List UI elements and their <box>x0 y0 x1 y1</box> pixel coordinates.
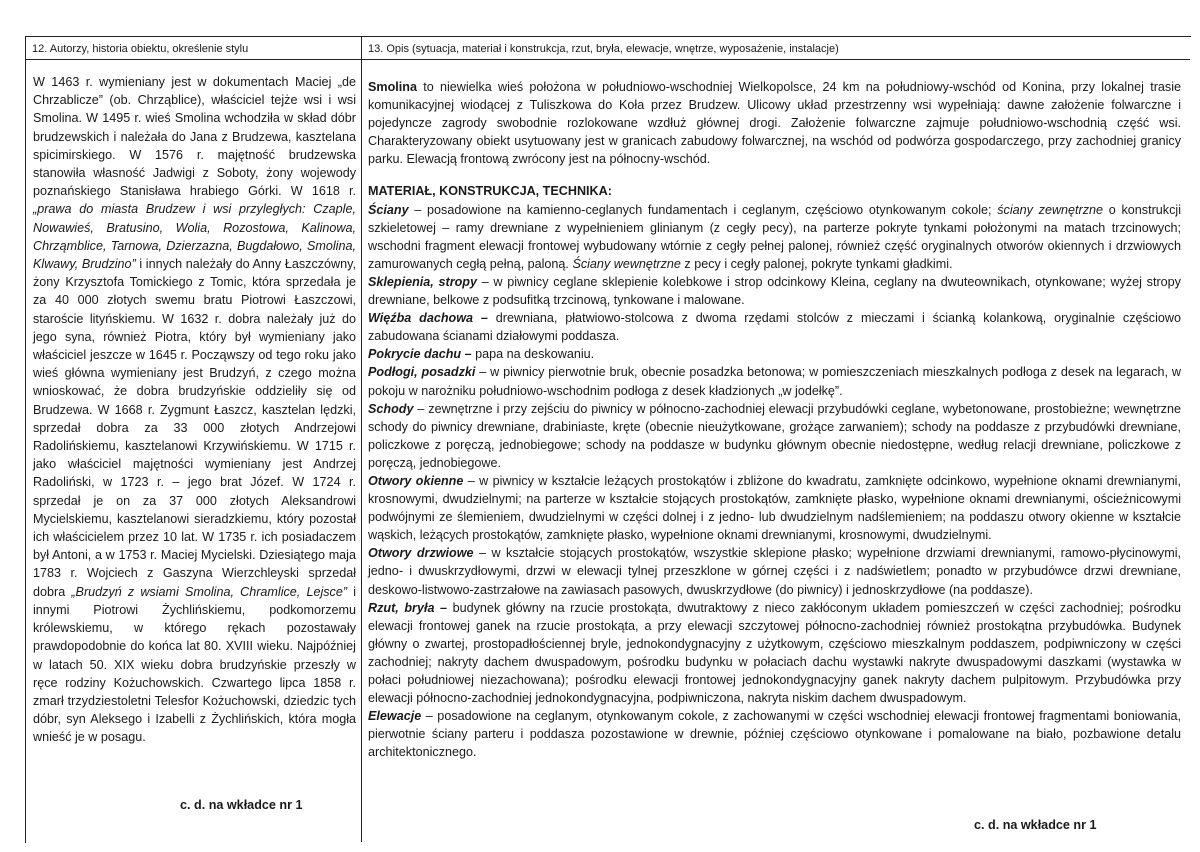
village-name: Smolina <box>368 80 417 94</box>
item-italic: Ściany wewnętrzne <box>572 256 681 271</box>
column-divider <box>361 36 362 842</box>
item-italic: ściany zewnętrzne <box>997 202 1104 217</box>
item-text: – posadowione na ceglanym, otynkowanym cokole, z zachowanymi w części wschodniej elewacji frontowej fragmentami boniowania, pierwotnie ściany parteru i poddasza pozostawione w drewnie, później częściowo otynkowane i pomalowane na biało, pozbawione detalu architektonicznego. <box>368 709 1181 760</box>
item-head: Otwory okienne <box>368 473 464 488</box>
history-quote-1: „prawa do miasta Brudzew i wsi przyległych: Czaple, Nowawieś, Bratusino, Wolia, Rozostowa, Kalinowa, Chrząmblice, Tarnowa, Dzierzazna, Bugdałowo, Smolina, Klwawy, Brudzino” <box>33 202 356 272</box>
history-part-3: i innymi Piotrowi Żychlińskiemu, podkomorzemu królewskiemu, w którego rękach pozostawały prawdopodobnie do końca lat 80. XVIII wieku. Najpóźniej w latach 50. XIX wieku dobra brudzyńskie przeszły w ręce rodziny Kożuchowskich. Czwartego lipca 1858 r. zmarł trzydziestoletni Telesfor Kożuchowski, dziedzic tych dóbr, syn Aleksego i Izabelli z Żychlińskich, która mogła wnieść je w posagu. <box>33 584 356 745</box>
item-facades <box>368 707 1181 761</box>
item-head: Otwory drzwiowe <box>368 546 474 561</box>
history-quote-2: „Brudzyń z wsiami Smolina, Chramlice, Lejsce” <box>71 584 348 599</box>
item-floors <box>368 363 1181 399</box>
header-left: 12. Autorzy, historia obiektu, określenie stylu <box>26 38 361 60</box>
item-text: drewniana, płatwiowo-stolcowa z dwoma rzędami stolców z mieczami i ścianką kolankową, oryginalnie częściowo zabudowana ścianami działowymi poddasza. <box>368 311 1181 344</box>
item-head: Ściany <box>368 202 409 217</box>
continued-note-right: c. d. na wkładce nr 1 <box>974 818 1097 832</box>
item-text: o konstrukcji szkieletowej – ramy drewniane z wypełnieniem glinianym (z cegły pecy), na parterze pokryte tynkami położonymi na matach trzcinowych; wschodni fragment elewacji frontowej wybudowany wtórnie z cegły pełnej palonej, również część oryginalnych otworów okiennych i drzwiowych zamurowanych cegłą pełną, paloną. <box>368 202 1181 271</box>
intro-paragraph <box>368 78 1181 168</box>
history-text <box>33 73 356 747</box>
history-column <box>33 73 356 747</box>
item-windows <box>368 472 1181 544</box>
item-text: – posadowione na kamienno-ceglanych fundamentach i ceglanym, częściowo otynkowanym cokole; <box>408 202 998 217</box>
item-stairs <box>368 400 1181 472</box>
item-text: – w kształcie stojących prostokątów, wszystkie sklepione płasko; wypełnione drzwiami drewnianymi, ramowo-płycinowymi, jedno- i dwuskrzydłowymi, drzwi w elewacji tylnej przeszklone w górnej części i z nadświetlem; ponadto w przybudówce drzwi drewniane, deskowo-listwowo-zastrzałowe na zawiasach pasowych, dwuskrzydłowe (do piwnicy) i jednoskrzydłowe (na poddasze). <box>368 546 1181 597</box>
item-head: Schody <box>368 401 414 416</box>
continued-note-left: c. d. na wkładce nr 1 <box>180 798 303 812</box>
item-text: – zewnętrzne i przy zejściu do piwnicy w północno-zachodniej elewacji przybudówki ceglane, wybetonowane, prostobieżne; wewnętrzne schody do piwnicy drewniane, drabiniaste, kręte (obecnie nieużytkowane, grożące zarwaniem); schody na poddasze z przybudówki drewniane, policzkowe z poręczą, jednobiegowe; schody na poddasze w budynku głównym obecnie niedostępne, według relacji drewniane, policzkowe z poręczą, jednobiegowe. <box>368 401 1181 470</box>
item-plan <box>368 599 1181 708</box>
item-head: Podłogi, posadzki <box>368 365 476 380</box>
section-title: MATERIAŁ, KONSTRUKCJA, TECHNIKA: <box>368 184 612 199</box>
item-head: Więźba dachowa – <box>368 311 488 326</box>
description-column <box>368 78 1181 761</box>
item-text: – w piwnicy w kształcie leżących prostokątów i zbliżone do kwadratu, zamknięte odcinkowo, wypełnione oknami drewnianymi, krosnowymi, dwudzielnymi; na parterze w kształcie stojących prostokątów, zamknięte płasko, wypełnione oknami drewnianymi, ościeżnicowymi podwójnymi ze ślemieniem, dwudzielnymi w części dolnej i z jedno- lub dwudzielnym nadślemieniem; na poddaszu otwory okienne w kształcie wąskich, leżących prostokątów, zamknięte płasko, wypełnione oknami drewnianymi, krosnowymi, dwudzielnymi. <box>368 473 1181 543</box>
item-head: Sklepienia, stropy <box>368 274 477 289</box>
item-head: Pokrycie dachu – <box>368 347 472 362</box>
item-text: – w piwnicy pierwotnie bruk, obecnie posadzka betonowa; w pomieszczeniach mieszkalnych podłoga z desek na legarach, w pokoju w narożniku południowo-wschodnim podłoga z desek kładzionych „w jodełkę”. <box>368 365 1181 398</box>
item-walls <box>368 201 1181 273</box>
item-head: Elewacje <box>368 709 422 724</box>
item-vaults <box>368 273 1181 309</box>
history-part-1: W 1463 r. wymieniany jest w dokumentach Maciej „de Chrzablicze” (ob. Chrząblice), właściciel tejże wsi i wsi Smolina. W 1495 r. wieś Smolina wchodziła w skład dóbr brudzewskich i należała do Jana z Brudzewa, kasztelana spicimirskiego. W 1576 r. majętność brudzewska stanowiła własność Jadwigi z Soboty, żony wojewody poznańskiego Stanisława hrabiego Górki. W 1618 r. <box>33 75 356 199</box>
item-roofing <box>368 345 1181 363</box>
item-doors <box>368 544 1181 598</box>
item-text: budynek główny na rzucie prostokąta, dwutraktowy z nieco zakłóconym układem pomieszczeń w części zachodniej; pośrodku elewacji frontowej ganek na rzucie prostokąta, a przy elewacji szczytowej północno-zachodniej również prostokątna przybudówka. Budynek główny o zwartej, prostopadłościennej bryle, jednokondygnacyjny z użytkowym, częściowo mieszkalnym poddaszem, podpiwniczony w części zachodniej; nakryty dachem dwuspadowym, pośrodku budynku w połaciach dachu wystawki nakryte dwuspadowymi daszkami (wystawka w połaci południowej niezachowana); pośrodku elewacji frontowej jednokondygnacyjny ganek nakryty dachem pulpitowym. Przybudówka przy elewacji północno-zachodniej jednokondygnacyjna, podpiwniczona, nakryta niskim dachem dwuspadowym. <box>368 600 1182 706</box>
header-right: 13. Opis (sytuacja, materiał i konstrukcja, rzut, bryła, elewacje, wnętrze, wyposażenie, instalacje) <box>362 38 1190 60</box>
history-part-2: i innych należały do Anny Łaszczówny, żony Krzysztofa Tomickiego z Tomic, która sprzedała je za 40 000 złotych swemu bratu Piotrowi Łaszczowi, staroście lityńskiemu. W 1632 r. dobra należały już do jego syna, również Piotra, który był wymieniany jako właściciel jeszcze w 1645 r. Począwszy od tego roku jako wieś główna wymieniany jest Brudzyń, z czego można wnioskować, że dobra brudzyńskie oddzieliły się od Brudzewa. W 1668 r. Zygmunt Łaszcz, kasztelan lędzki, sprzedał dobra za 33 000 złotych Andrzejowi Radolińskiemu, kasztelanowi Krzywińskiemu. W 1715 r. jako właściciel majętności wymieniany jest Andrzej Radoliński, w 1723 r. – jego brat Józef. W 1724 r. sprzedał je on za 37 000 złotych Aleksandrowi Mycielskiemu, kasztelanowi sieradzkiemu, który pozostał ich właścicielem przez 10 lat. W 1735 r. ich posiadaczem był Antoni, a w 1753 r. Maciej Mycielski. Dziesiątego maja 1783 r. Wojciech z Gaszyna Wierzchleyski sprzedał dobra <box>33 257 356 599</box>
item-text: – w piwnicy ceglane sklepienie kolebkowe i strop odcinkowy Kleina, ceglany na dwuteownikach, otynkowane; wyżej stropy drewniane, belkowe z podsufitką trzcinową, tynkowane i malowane. <box>368 274 1181 308</box>
item-roof-truss <box>368 309 1181 345</box>
item-text: z pecy i cegły palonej, pokryte tynkami gładkimi. <box>680 256 953 271</box>
item-head: Rzut, bryła – <box>368 600 448 615</box>
item-text: papa na deskowaniu. <box>471 347 595 362</box>
intro-text: to niewielka wieś położona w południowo-wschodniej Wielkopolsce, 24 km na południowy-wschód od Konina, przy lokalnej trasie komunikacyjnej wiodącej z Tuliszkowa do Koła przez Brudzew. Ulicowy układ przestrzenny wsi wypełniają: dawne założenie folwarczne i pojedyncze zagrody swobodnie rozlokowane wzdłuż głównej drogi. Założenie folwarczne zajmuje południowo-wschodnią część wsi. Charakteryzowany obiekt usytuowany jest w granicach zabudowy folwarcznej, na wschód od podwórza gospodarczego, przy zachodniej granicy parku. Elewacją frontową zwrócony jest na północny-wschód. <box>368 80 1181 167</box>
